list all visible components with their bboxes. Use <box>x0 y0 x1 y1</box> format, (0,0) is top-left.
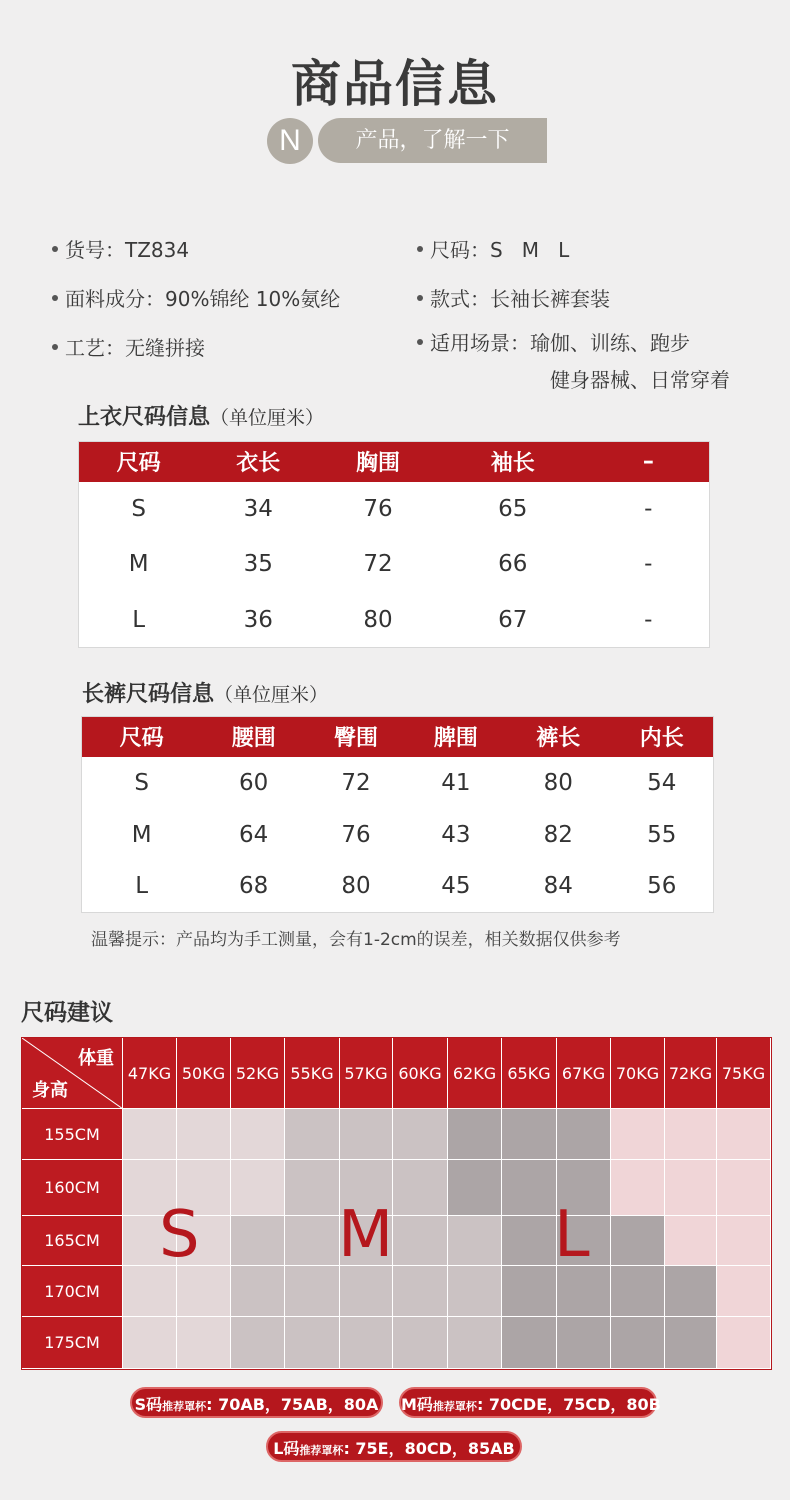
table-cell: 55 <box>647 821 677 848</box>
weight-header: 67KG <box>557 1038 611 1109</box>
cup-l-small: 推荐罩杯 <box>299 1444 344 1457</box>
table-header-row <box>82 717 714 757</box>
cup-l-prefix: L码 <box>273 1439 300 1458</box>
size-recommendation-grid <box>21 1037 772 1370</box>
bullet-icon <box>52 295 58 301</box>
weight-header: 57KG <box>340 1038 393 1109</box>
column-header: 袖长 <box>438 442 588 482</box>
size-zone-cell <box>717 1109 771 1160</box>
column-header: 衣长 <box>198 442 318 482</box>
column-header: 脾围 <box>406 717 506 757</box>
size-zone-cell <box>231 1160 285 1216</box>
info-sizes <box>417 234 569 263</box>
size-zone-cell <box>717 1160 771 1216</box>
height-header: 175CM <box>22 1317 123 1369</box>
table-cell: - <box>644 606 653 633</box>
size-zone-cell <box>177 1266 231 1317</box>
measurement-note: 温馨提示：产品均为手工测量，会有1-2cm的误差，相关数据仅供参考 <box>91 930 621 950</box>
size-zone-cell <box>285 1216 340 1266</box>
table-cell: 35 <box>243 551 273 578</box>
table-cell: 36 <box>243 606 273 633</box>
size-zone-cell <box>285 1266 340 1317</box>
size-zone-cell <box>177 1109 231 1160</box>
bullet-icon <box>417 295 423 301</box>
size-zone-cell <box>611 1317 665 1369</box>
column-header: – <box>588 442 710 482</box>
column-header: 臀围 <box>306 717 406 757</box>
size-zone-cell <box>340 1317 393 1369</box>
size-zone-cell <box>393 1266 448 1317</box>
top-table-title-text: 上衣尺码信息 <box>78 405 211 430</box>
size-zone-cell <box>231 1266 285 1317</box>
pants-table-title-text: 长裤尺码信息 <box>82 682 215 707</box>
table-cell: M <box>131 821 152 848</box>
info-scene-text: 适用场景：瑜伽、训练、跑步 <box>430 331 690 355</box>
pants-table-title <box>82 677 328 708</box>
size-zone-label: S <box>159 1198 200 1272</box>
table-cell: 43 <box>441 821 471 848</box>
bullet-icon <box>417 339 423 345</box>
size-zone-cell <box>393 1160 448 1216</box>
size-zone-cell <box>557 1266 611 1317</box>
size-zone-label: M <box>338 1198 394 1272</box>
table-cell: 80 <box>543 769 573 796</box>
table-cell: 80 <box>363 606 393 633</box>
top-table-unit: （单位厘米） <box>210 407 325 429</box>
table-cell: 68 <box>239 873 269 900</box>
cup-m-value: : 70CDE，75CD，80B <box>476 1395 661 1414</box>
table-row <box>82 757 714 809</box>
table-header-row <box>79 442 710 482</box>
column-header: 裤长 <box>506 717 611 757</box>
size-zone-cell <box>611 1216 665 1266</box>
table-cell: 41 <box>441 769 471 796</box>
weight-header: 65KG <box>502 1038 557 1109</box>
size-zone-cell <box>123 1266 177 1317</box>
size-zone-cell <box>123 1317 177 1369</box>
table-cell: 56 <box>647 873 677 900</box>
column-header: 尺码 <box>79 442 199 482</box>
size-zone-cell <box>502 1109 557 1160</box>
size-zone-cell <box>502 1266 557 1317</box>
size-zone-cell <box>285 1109 340 1160</box>
info-sku-text: 货号：TZ834 <box>65 238 190 262</box>
cup-l-value: : 75E，80CD，85AB <box>343 1439 515 1458</box>
column-header: 尺码 <box>82 717 202 757</box>
cup-m-small: 推荐罩杯 <box>432 1400 477 1413</box>
bullet-icon <box>52 246 58 252</box>
table-cell: S <box>131 496 146 523</box>
height-header: 155CM <box>22 1109 123 1160</box>
table-cell: S <box>134 769 149 796</box>
info-craft <box>52 332 205 361</box>
height-header: 160CM <box>22 1160 123 1216</box>
cup-m-prefix: M码 <box>401 1395 433 1414</box>
table-cell: 72 <box>363 551 393 578</box>
size-zone-cell <box>285 1317 340 1369</box>
table-cell: 66 <box>498 551 528 578</box>
table-cell: - <box>644 496 653 523</box>
size-zone-cell <box>502 1216 557 1266</box>
cup-s-small: 推荐罩杯 <box>162 1400 207 1413</box>
size-zone-cell <box>340 1266 393 1317</box>
cup-s-prefix: S码 <box>134 1395 163 1414</box>
size-zone-cell <box>123 1109 177 1160</box>
info-sizes-text: 尺码：S M L <box>430 238 570 262</box>
size-zone-cell <box>665 1216 717 1266</box>
table-cell: 64 <box>239 821 269 848</box>
size-zone-cell <box>285 1160 340 1216</box>
size-zone-cell <box>393 1109 448 1160</box>
table-row <box>82 809 714 861</box>
cup-m-badge <box>399 1387 661 1418</box>
info-style <box>417 283 610 312</box>
page-title: 商品信息 <box>291 55 499 113</box>
cup-s-badge <box>130 1387 383 1418</box>
table-cell: 67 <box>498 606 528 633</box>
size-zone-cell <box>665 1266 717 1317</box>
table-cell: 72 <box>341 769 371 796</box>
table-cell: 60 <box>239 769 269 796</box>
size-zone-cell <box>611 1160 665 1216</box>
table-cell: - <box>644 551 653 578</box>
table-cell: 76 <box>341 821 371 848</box>
size-zone-cell <box>340 1109 393 1160</box>
column-header: 胸围 <box>318 442 438 482</box>
size-zone-cell <box>665 1109 717 1160</box>
table-cell: 80 <box>341 873 371 900</box>
top-size-table <box>78 441 710 648</box>
info-style-text: 款式：长袖长裤套装 <box>430 287 610 311</box>
info-scene-line2: 健身器械、日常穿着 <box>550 368 730 392</box>
column-header: 内长 <box>611 717 714 757</box>
corner-height-label: 身高 <box>32 1080 68 1101</box>
pants-size-table <box>81 716 714 913</box>
size-zone-cell <box>231 1216 285 1266</box>
table-cell: 34 <box>243 496 273 523</box>
info-sku <box>52 234 189 263</box>
recommendation-title: 尺码建议 <box>21 1000 113 1026</box>
table-cell: 45 <box>441 873 471 900</box>
info-scene <box>417 327 690 356</box>
size-zone-cell <box>448 1109 502 1160</box>
size-zone-cell <box>717 1317 771 1369</box>
size-zone-cell <box>665 1317 717 1369</box>
size-zone-label: L <box>554 1198 590 1272</box>
weight-header: 47KG <box>123 1038 177 1109</box>
table-cell: L <box>135 873 149 900</box>
weight-header: 55KG <box>285 1038 340 1109</box>
corner-weight-label: 体重 <box>78 1048 114 1069</box>
size-zone-cell <box>611 1109 665 1160</box>
top-table-title <box>78 400 324 431</box>
cup-s-value: : 70AB，75AB，80A <box>206 1395 379 1414</box>
info-fabric <box>52 283 340 312</box>
table-cell: 54 <box>647 769 677 796</box>
table-row <box>79 482 710 537</box>
weight-header: 60KG <box>393 1038 448 1109</box>
weight-header: 75KG <box>717 1038 771 1109</box>
size-zone-cell <box>448 1216 502 1266</box>
table-cell: L <box>132 606 146 633</box>
table-cell: 84 <box>543 873 573 900</box>
size-zone-cell <box>717 1266 771 1317</box>
table-cell: 76 <box>363 496 393 523</box>
table-cell: 65 <box>498 496 528 523</box>
size-zone-cell <box>393 1317 448 1369</box>
size-zone-cell <box>231 1317 285 1369</box>
weight-header: 52KG <box>231 1038 285 1109</box>
cup-l-badge <box>266 1431 522 1462</box>
weight-header: 50KG <box>177 1038 231 1109</box>
bullet-icon <box>417 246 423 252</box>
weight-header: 70KG <box>611 1038 665 1109</box>
size-zone-cell <box>448 1266 502 1317</box>
size-zone-cell <box>502 1317 557 1369</box>
size-zone-cell <box>665 1160 717 1216</box>
size-zone-cell <box>393 1216 448 1266</box>
size-zone-cell <box>557 1109 611 1160</box>
size-zone-cell <box>502 1160 557 1216</box>
pants-table-unit: （单位厘米） <box>214 684 329 706</box>
weight-header: 72KG <box>665 1038 717 1109</box>
weight-header: 62KG <box>448 1038 502 1109</box>
size-zone-cell <box>448 1160 502 1216</box>
height-header: 165CM <box>22 1216 123 1266</box>
size-zone-cell <box>717 1216 771 1266</box>
height-header: 170CM <box>22 1266 123 1317</box>
bullet-icon <box>52 344 58 350</box>
table-row <box>82 861 714 913</box>
size-zone-cell <box>177 1317 231 1369</box>
table-row <box>79 537 710 592</box>
size-zone-cell <box>611 1266 665 1317</box>
size-zone-cell <box>231 1109 285 1160</box>
info-fabric-text: 面料成分：90%锦纶 10%氨纶 <box>65 287 341 311</box>
size-zone-cell <box>448 1317 502 1369</box>
column-header: 腰围 <box>201 717 306 757</box>
n-badge: N <box>267 118 313 164</box>
table-cell: M <box>128 551 149 578</box>
size-zone-cell <box>557 1317 611 1369</box>
table-cell: 82 <box>543 821 573 848</box>
info-craft-text: 工艺：无缝拼接 <box>65 336 205 360</box>
subtitle-banner: 产品，了解一下 <box>318 118 547 163</box>
grid-corner <box>22 1038 123 1109</box>
table-row <box>79 592 710 647</box>
